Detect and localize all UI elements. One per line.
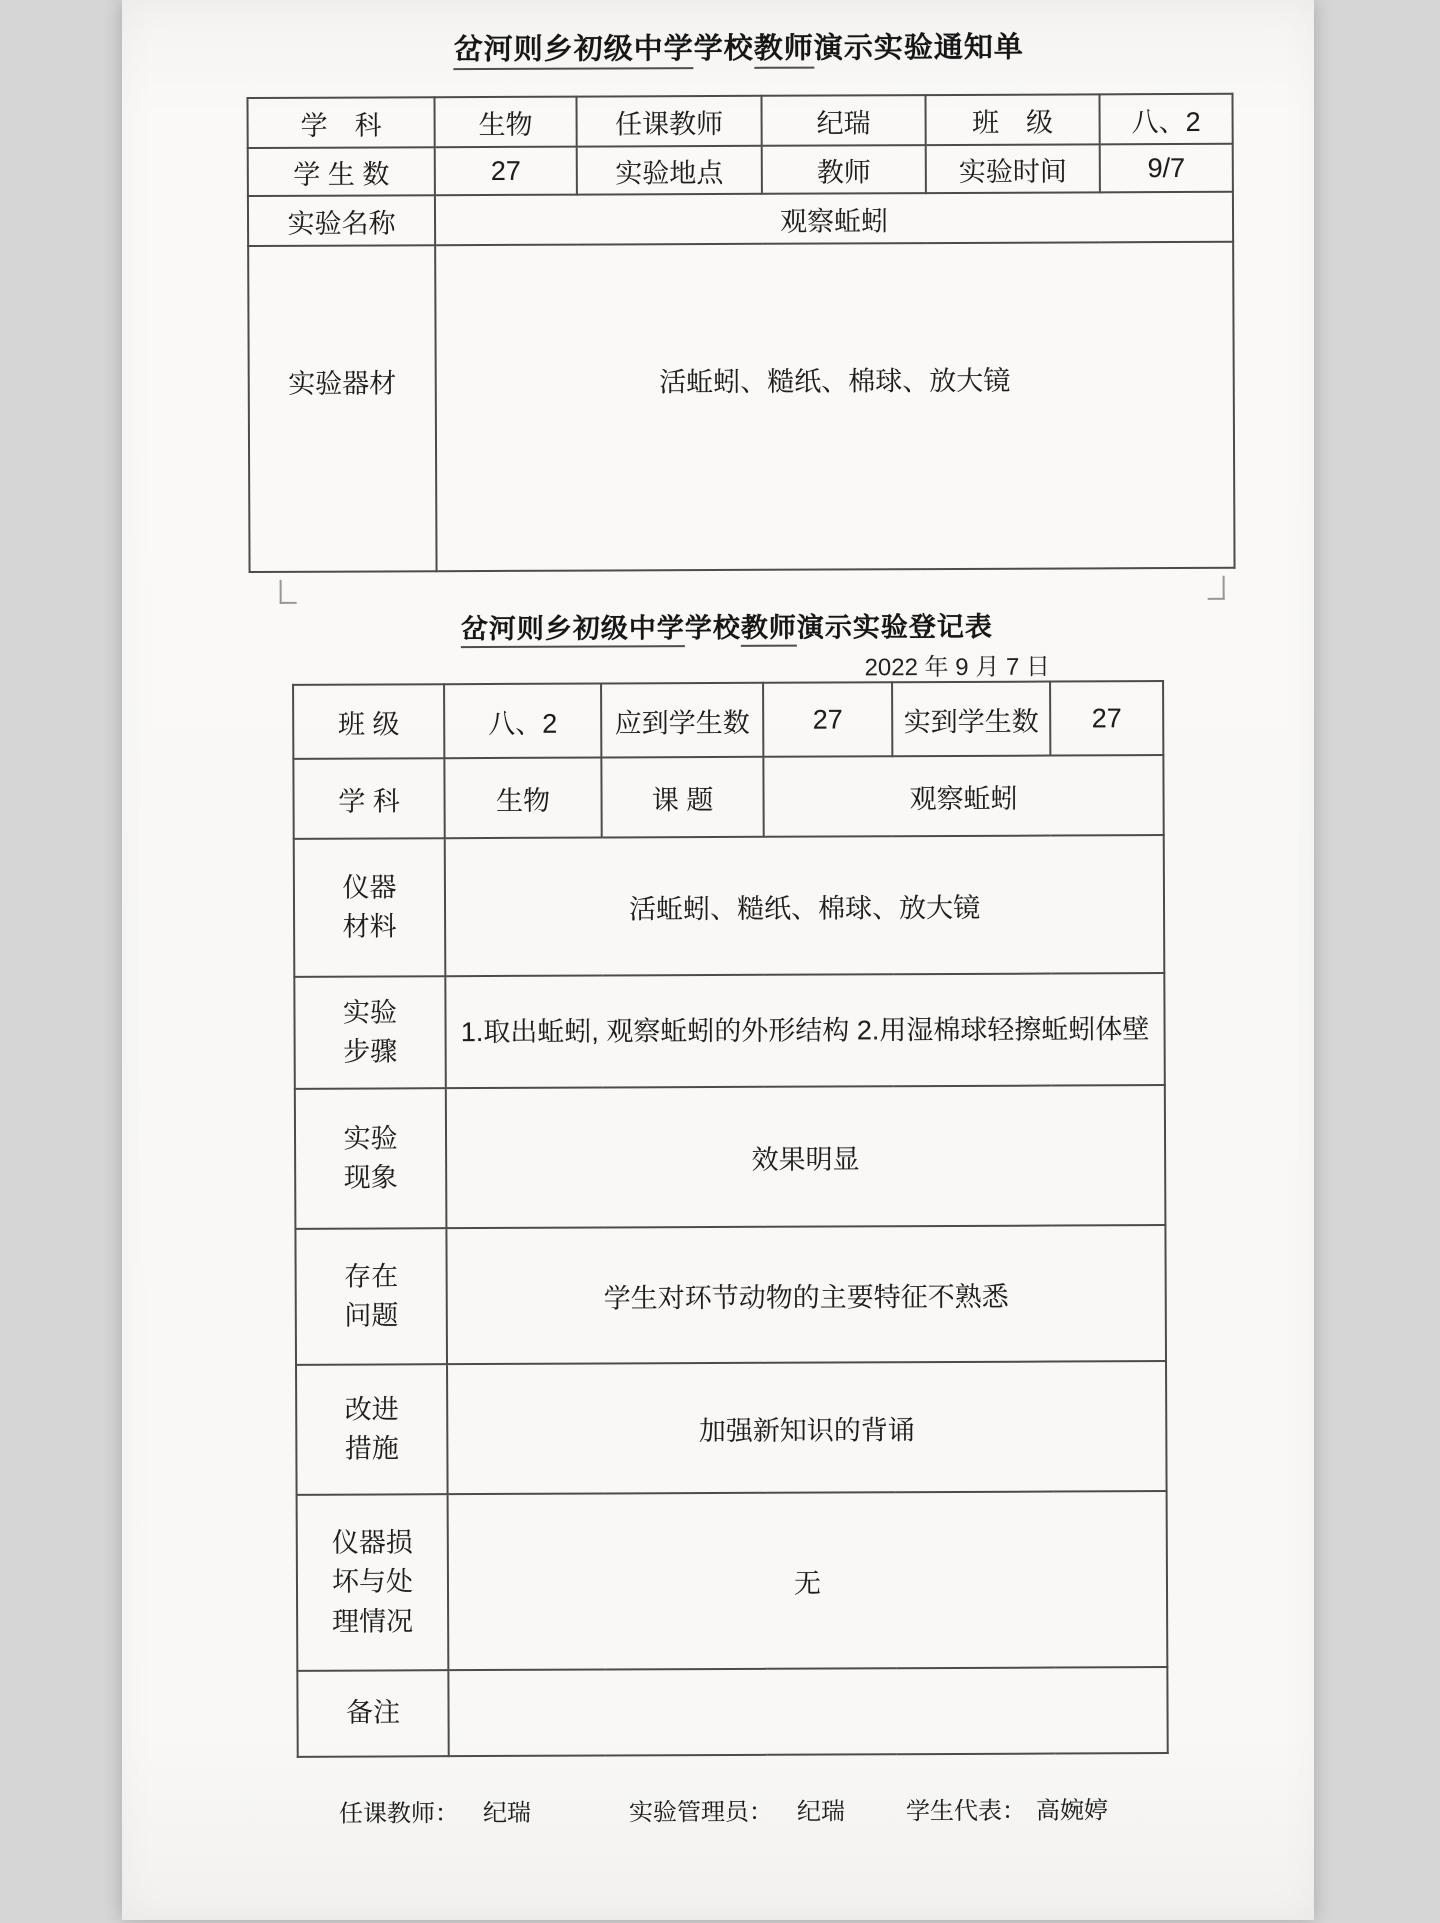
notice-table (246, 93, 1235, 573)
register-improvements-label: 改进 措施 (296, 1364, 448, 1495)
register-title-seg-jiaoshi: 教师 (741, 613, 797, 647)
notice-class-label: 班 级 (925, 94, 1099, 145)
notice-student-count-label: 学 生 数 (248, 147, 435, 196)
scan-content (119, 0, 1319, 1923)
notice-equipment-label: 实验器材 (248, 245, 436, 572)
signature-student (906, 1790, 1108, 1826)
register-row-remarks (297, 1667, 1167, 1757)
register-damage-value: 无 (448, 1491, 1168, 1670)
signature-teacher-label: 任课教师： (338, 1800, 460, 1828)
notice-equipment-value: 活蚯蚓、糙纸、棉球、放大镜 (435, 242, 1234, 571)
notice-student-count-value: 27 (435, 147, 577, 196)
notice-exp-name-value: 观察蚯蚓 (435, 192, 1233, 245)
register-damage-label: 仪器损 坏与处 理情况 (297, 1494, 449, 1671)
register-title-seg-school: 岔河则乡初级中学 (461, 613, 685, 648)
register-row-problems (295, 1225, 1166, 1365)
text-boundary-mark-left (280, 580, 297, 604)
register-title (292, 604, 1162, 647)
signature-row (127, 1789, 1319, 1828)
register-expected-count-value: 27 (763, 682, 892, 757)
notice-exp-name-label: 实验名称 (248, 195, 435, 246)
notice-time-label: 实验时间 (926, 144, 1100, 193)
register-row-damage (297, 1491, 1168, 1671)
signature-teacher (339, 1793, 531, 1829)
register-problems-value: 学生对环节动物的主要特征不熟悉 (446, 1225, 1166, 1364)
register-actual-count-label: 实到学生数 (892, 682, 1050, 757)
register-subject-label: 学 科 (293, 758, 444, 839)
register-row-steps (294, 973, 1164, 1089)
notice-row-students (248, 144, 1233, 196)
notice-teacher-value: 纪瑞 (761, 95, 925, 146)
register-phenomenon-label: 实验 现象 (295, 1088, 447, 1229)
signature-teacher-value: 纪瑞 (482, 1799, 532, 1828)
register-problems-label: 存在 问题 (295, 1228, 447, 1365)
register-topic-value: 观察蚯蚓 (763, 755, 1163, 837)
register-row-phenomenon (295, 1085, 1166, 1229)
notice-class-value: 八、2 (1099, 94, 1232, 145)
register-title-seg-xuexiao: 学校 (684, 612, 741, 644)
notice-title-seg-jiaoshi: 教师 (754, 33, 814, 69)
register-row-subject (293, 755, 1163, 839)
notice-location-label: 实验地点 (577, 146, 762, 195)
notice-row-equipment (248, 242, 1234, 572)
register-phenomenon-value: 效果明显 (446, 1085, 1166, 1228)
register-subject-value: 生物 (444, 758, 601, 839)
signature-student-value: 高婉婷 (1035, 1797, 1109, 1825)
notice-title (246, 24, 1231, 69)
text-boundary-mark-right (1208, 576, 1225, 600)
notice-location-value: 教师 (762, 145, 926, 194)
register-actual-count-value: 27 (1050, 681, 1163, 755)
notice-time-value: 9/7 (1100, 144, 1233, 193)
register-materials-value: 活蚯蚓、糙纸、棉球、放大镜 (445, 835, 1165, 976)
notice-row-experiment-name (248, 192, 1233, 246)
notice-teacher-label: 任课教师 (576, 96, 761, 147)
register-class-label: 班 级 (293, 684, 444, 759)
notice-subject-label: 学 科 (247, 97, 434, 148)
notice-row-subject (247, 94, 1232, 148)
signature-manager-label: 实验管理员： (628, 1798, 774, 1827)
register-row-materials (294, 835, 1165, 977)
notice-title-seg-xuexiao: 学校 (693, 32, 754, 66)
register-row-class (293, 681, 1163, 759)
register-materials-label: 仪器 材料 (294, 838, 446, 977)
register-steps-value: 1.取出蚯蚓, 观察蚯蚓的外形结构 2.用湿棉球轻擦蚯蚓体壁 (445, 973, 1164, 1088)
register-remarks-value (448, 1667, 1167, 1756)
register-remarks-label: 备注 (297, 1670, 448, 1757)
notice-title-seg-type: 演示实验通知单 (813, 31, 1024, 65)
register-steps-label: 实验 步骤 (294, 976, 445, 1089)
register-row-improvements (296, 1361, 1167, 1495)
scanned-paper (122, 0, 1314, 1920)
register-topic-label: 课 题 (601, 757, 763, 838)
signature-manager-value: 纪瑞 (796, 1798, 846, 1826)
signature-student-label: 学生代表： (905, 1797, 1027, 1826)
register-improvements-value: 加强新知识的背诵 (447, 1361, 1167, 1494)
signature-manager (629, 1791, 845, 1827)
register-table (292, 680, 1169, 1758)
notice-subject-value: 生物 (434, 97, 576, 148)
register-class-value: 八、2 (444, 684, 601, 759)
notice-title-seg-school: 岔河则乡初级中学 (454, 33, 694, 70)
register-date: 2022 年 9 月 7 日 (864, 653, 1051, 682)
register-expected-count-label: 应到学生数 (601, 683, 763, 758)
register-title-seg-type: 演示实验登记表 (796, 611, 993, 643)
